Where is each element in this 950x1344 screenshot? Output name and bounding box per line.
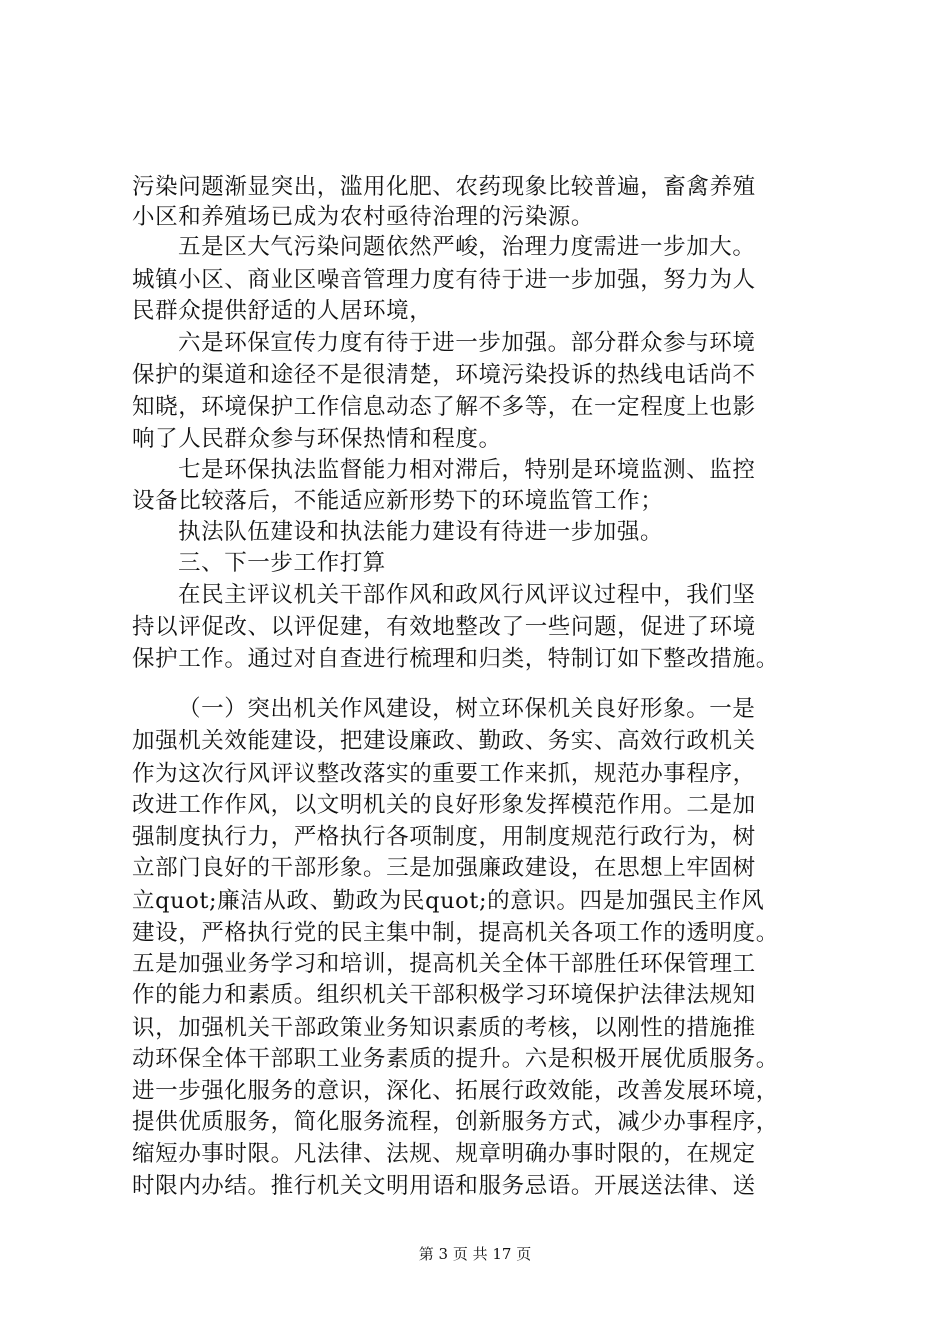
- text-line: 立quot;廉洁从政、勤政为民quot;的意识。四是加强民主作风: [132, 888, 765, 914]
- text-line: 立部门良好的干部形象。三是加强廉政建设，在思想上牢固树: [132, 855, 756, 881]
- text-line: 作为这次行风评议整改落实的重要工作来抓，规范办事程序，: [132, 761, 756, 787]
- text-line: 知晓，环境保护工作信息动态了解不多等，在一定程度上也影: [132, 394, 756, 420]
- text-line: 保护的渠道和途径不是很清楚，环境污染投诉的热线电话尚不: [132, 362, 756, 388]
- text-line: 六是环保宣传力度有待于进一步加强。部分群众参与环境: [178, 330, 756, 356]
- text-line: 在民主评议机关干部作风和政风行风评议过程中，我们坚: [178, 582, 756, 608]
- section-heading: 三、下一步工作打算: [178, 550, 386, 576]
- text-line: 城镇小区、商业区噪音管理力度有待于进一步加强，努力为人: [132, 267, 756, 293]
- text-line: 作的能力和素质。组织机关干部积极学习环境保护法律法规知: [132, 982, 756, 1008]
- text-line: 缩短办事时限。凡法律、法规、规章明确办事时限的，在规定: [132, 1141, 756, 1167]
- text-line: 五是区大气污染问题依然严峻，治理力度需进一步加大。: [178, 234, 756, 260]
- text-line: 民群众提供舒适的人居环境，: [132, 298, 433, 324]
- text-line: 持以评促改、以评促建，有效地整改了一些问题，促进了环境: [132, 614, 756, 640]
- text-line: 建设，严格执行党的民主集中制，提高机关各项工作的透明度。: [132, 920, 779, 946]
- text-line: 七是环保执法监督能力相对滞后，特别是环境监测、监控: [178, 457, 756, 483]
- text-line: 污染问题渐显突出，滥用化肥、农药现象比较普遍，畜禽养殖: [132, 174, 756, 200]
- text-line: 加强机关效能建设，把建设廉政、勤政、务实、高效行政机关: [132, 728, 756, 754]
- text-line: 保护工作。通过对自查进行梳理和归类，特制订如下整改措施。: [132, 646, 779, 672]
- text-line: 动环保全体干部职工业务素质的提升。六是积极开展优质服务。: [132, 1046, 779, 1072]
- text-line: 时限内办结。推行机关文明用语和服务忌语。开展送法律、送: [132, 1173, 756, 1199]
- text-line: 提供优质服务，简化服务流程，创新服务方式，减少办事程序，: [132, 1109, 779, 1135]
- text-line: 设备比较落后，不能适应新形势下的环境监管工作；: [132, 488, 664, 514]
- text-line: 强制度执行力，严格执行各项制度，用制度规范行政行为，树: [132, 824, 756, 850]
- text-line: 响了人民群众参与环保热情和程度。: [132, 426, 502, 452]
- text-line: 小区和养殖场已成为农村亟待治理的污染源。: [132, 204, 595, 230]
- text-line: 执法队伍建设和执法能力建设有待进一步加强。: [178, 519, 664, 545]
- text-line: 进一步强化服务的意识，深化、拓展行政效能，改善发展环境，: [132, 1078, 779, 1104]
- page-number-footer: 第 3 页 共 17 页: [418, 1245, 532, 1263]
- text-line: 五是加强业务学习和培训，提高机关全体干部胜任环保管理工: [132, 951, 756, 977]
- text-line: （一）突出机关作风建设，树立环保机关良好形象。一是: [178, 696, 756, 722]
- text-line: 改进工作作风，以文明机关的良好形象发挥模范作用。二是加: [132, 792, 756, 818]
- text-line: 识，加强机关干部政策业务知识素质的考核，以刚性的措施推: [132, 1015, 756, 1041]
